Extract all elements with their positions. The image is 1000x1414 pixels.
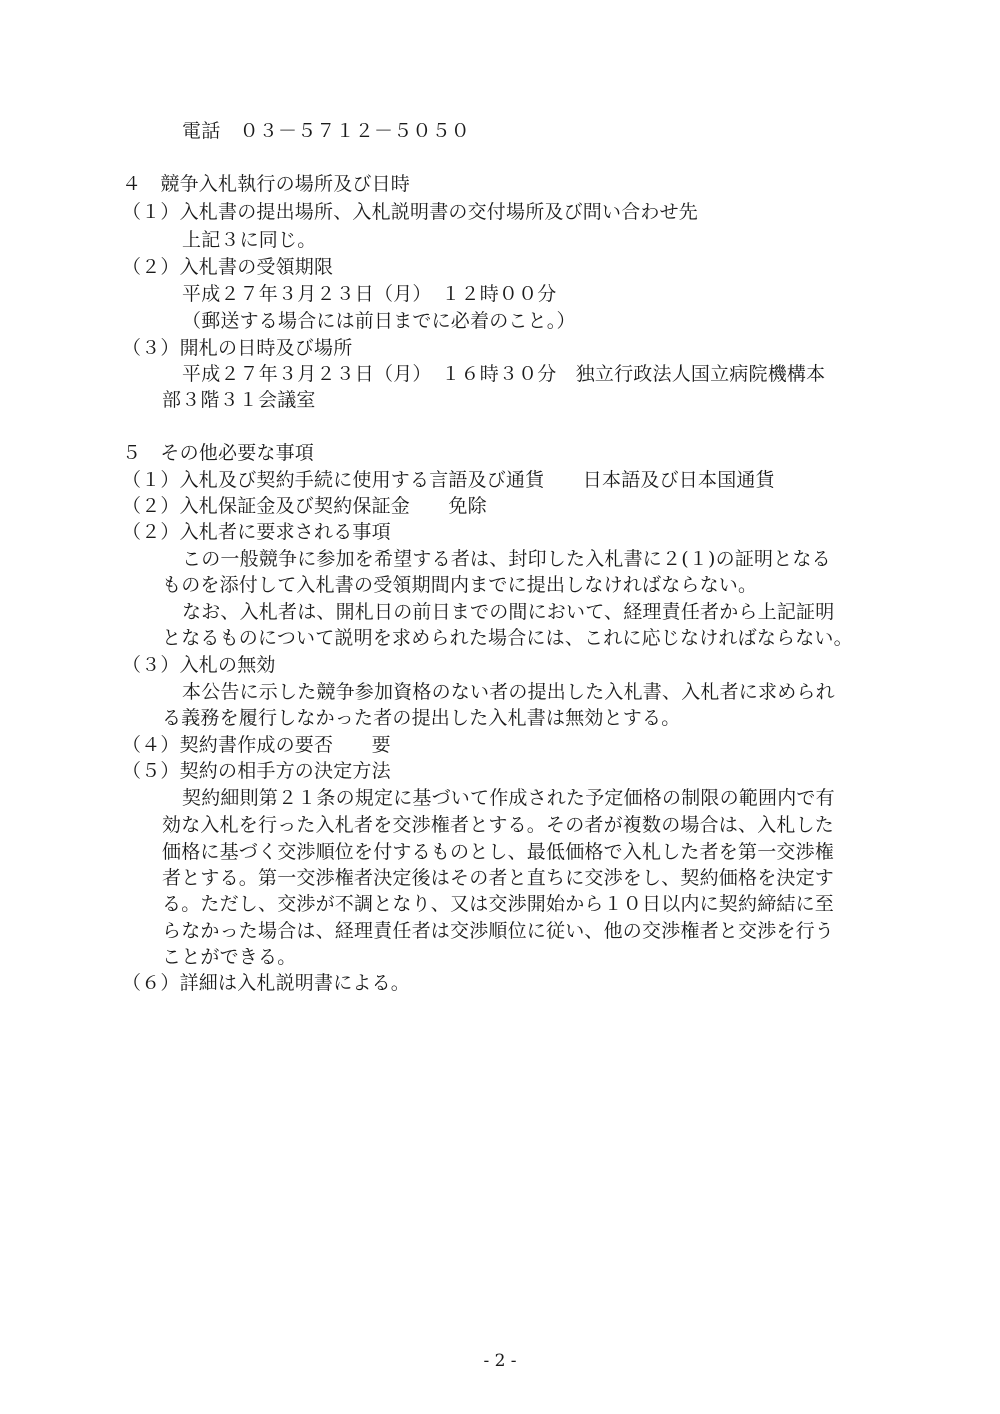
item-4-3-place: 部３階３１会議室 bbox=[162, 389, 316, 411]
item-5-5-l5: る。ただし、交渉が不調となり、又は交渉開始から１０日以内に契約締結に至 bbox=[162, 893, 835, 915]
item-5-2b-para2-l1: なお、入札者は、開札日の前日までの間において、経理責任者から上記証明 bbox=[182, 601, 835, 623]
item-5-3-l2: る義務を履行しなかった者の提出した入札書は無効とする。 bbox=[162, 707, 681, 729]
item-5-4: （４）契約書作成の要否 要 bbox=[122, 734, 391, 756]
item-5-3-l1: 本公告に示した競争参加資格のない者の提出した入札書、入札者に求められ bbox=[182, 681, 835, 703]
item-4-2: （２）入札書の受領期限 bbox=[122, 256, 334, 278]
item-4-2-date: 平成２７年３月２３日（月） １２時００分 bbox=[182, 283, 557, 305]
item-4-1-text: 上記３に同じ。 bbox=[182, 229, 317, 251]
section-5-heading: ５ その他必要な事項 bbox=[122, 442, 315, 464]
item-5-2b-para2-l2: となるものについて説明を求められた場合には、これに応じなければならない。 bbox=[162, 627, 853, 649]
item-4-2-note: （郵送する場合には前日までに必着のこと。） bbox=[182, 310, 576, 332]
item-5-5-l4: 者とする。第一交渉権者決定後はその者と直ちに交渉をし、契約価格を決定す bbox=[162, 867, 835, 889]
item-4-3-date: 平成２７年３月２３日（月） １６時３０分 独立行政法人国立病院機構本 bbox=[182, 363, 826, 385]
item-5-5: （５）契約の相手方の決定方法 bbox=[122, 760, 391, 782]
page-number: - 2 - bbox=[483, 1351, 517, 1371]
item-5-2b: （２）入札者に要求される事項 bbox=[122, 521, 391, 543]
item-5-2b-para1-l2: ものを添付して入札書の受領期間内までに提出しなければならない。 bbox=[162, 574, 758, 596]
item-5-2b-para1-l1: この一般競争に参加を希望する者は、封印した入札書に２(１)の証明となる bbox=[182, 548, 831, 570]
item-5-5-l6: らなかった場合は、経理責任者は交渉順位に従い、他の交渉権者と交渉を行う bbox=[162, 920, 835, 942]
item-4-3: （３）開札の日時及び場所 bbox=[122, 337, 353, 359]
phone-line: 電話 ０３－５７１２－５０５０ bbox=[182, 120, 471, 142]
item-5-5-l1: 契約細則第２１条の規定に基づいて作成された予定価格の制限の範囲内で有 bbox=[182, 787, 835, 809]
item-5-2: （２）入札保証金及び契約保証金 免除 bbox=[122, 495, 487, 517]
item-5-6: （６）詳細は入札説明書による。 bbox=[122, 972, 411, 994]
item-5-5-l2: 効な入札を行った入札者を交渉権者とする。その者が複数の場合は、入札した bbox=[162, 814, 835, 836]
section-4-heading: ４ 競争入札執行の場所及び日時 bbox=[122, 173, 411, 195]
item-4-1: （１）入札書の提出場所、入札説明書の交付場所及び問い合わせ先 bbox=[122, 201, 699, 223]
item-5-5-l7: ことができる。 bbox=[162, 946, 297, 968]
item-5-5-l3: 価格に基づく交渉順位を付するものとし、最低価格で入札した者を第一交渉権 bbox=[162, 841, 835, 863]
item-5-1: （１）入札及び契約手続に使用する言語及び通貨 日本語及び日本国通貨 bbox=[122, 469, 775, 491]
item-5-3: （３）入札の無効 bbox=[122, 654, 276, 676]
